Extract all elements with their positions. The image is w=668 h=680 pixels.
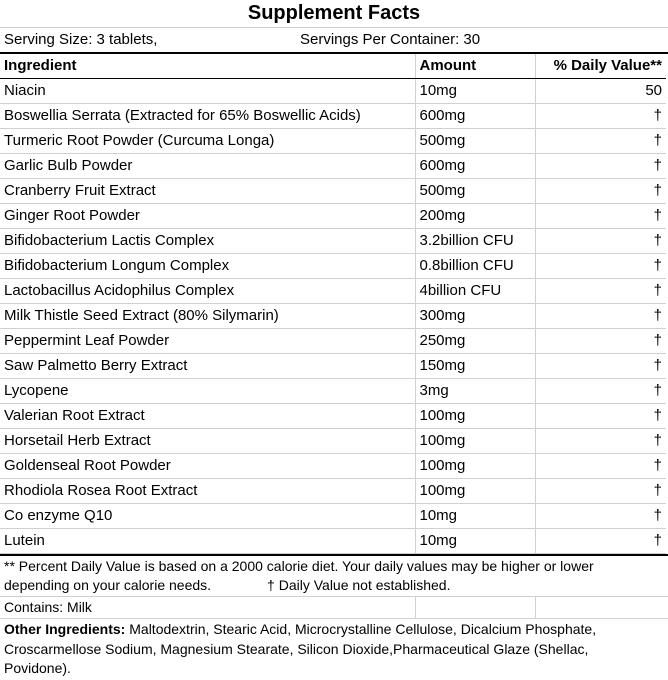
table-row: [0, 229, 666, 254]
ingredient-cell: Co enzyme Q10: [0, 504, 415, 529]
contains-row: [0, 597, 668, 618]
ingredient-cell: Bifidobacterium Lactis Complex: [0, 229, 415, 254]
ingredient-cell: Rhodiola Rosea Root Extract: [0, 479, 415, 504]
table-row: [0, 179, 666, 204]
ingredient-cell: Turmeric Root Powder (Curcuma Longa): [0, 129, 415, 154]
table-row: [0, 404, 666, 429]
amount-cell: 200mg: [415, 204, 535, 229]
amount-cell: 3mg: [415, 379, 535, 404]
ingredient-cell: Boswellia Serrata (Extracted for 65% Boswellic Acids): [0, 104, 415, 129]
amount-cell: 100mg: [415, 404, 535, 429]
table-row: [0, 429, 666, 454]
ingredient-cell: Saw Palmetto Berry Extract: [0, 354, 415, 379]
header-ingredient: Ingredient: [0, 54, 415, 79]
amount-cell: 600mg: [415, 154, 535, 179]
amount-cell: 100mg: [415, 479, 535, 504]
table-row: [0, 479, 666, 504]
amount-cell: 3.2billion CFU: [415, 229, 535, 254]
table-row: [0, 279, 666, 304]
daily-value-cell: †: [535, 479, 666, 504]
ingredient-cell: Peppermint Leaf Powder: [0, 329, 415, 354]
daily-value-cell: †: [535, 204, 666, 229]
contains-text: Contains: Milk: [4, 599, 92, 615]
other-ingredients-label: Other Ingredients:: [4, 621, 126, 637]
daily-value-cell: †: [535, 304, 666, 329]
amount-cell: 0.8billion CFU: [415, 254, 535, 279]
amount-cell: 150mg: [415, 354, 535, 379]
page-title: Supplement Facts: [247, 2, 421, 24]
ingredient-cell: Niacin: [0, 79, 415, 104]
table-row: [0, 504, 666, 529]
table-bottom-rule: [0, 554, 668, 556]
ingredient-cell: Garlic Bulb Powder: [0, 154, 415, 179]
table-row: [0, 529, 666, 554]
daily-value-cell: †: [535, 529, 666, 554]
dagger-note: † Daily Value not established.: [267, 577, 451, 593]
table-row: [0, 379, 666, 404]
header-daily-value: % Daily Value**: [535, 54, 666, 79]
table-row: [0, 129, 666, 154]
column-divider: [535, 597, 536, 618]
divider: [0, 618, 668, 619]
daily-value-cell: †: [535, 104, 666, 129]
daily-value-cell: †: [535, 354, 666, 379]
table-row: [0, 104, 666, 129]
daily-value-cell: †: [535, 129, 666, 154]
serving-info: [0, 28, 668, 52]
daily-value-cell: †: [535, 229, 666, 254]
daily-value-cell: †: [535, 454, 666, 479]
daily-value-cell: †: [535, 379, 666, 404]
ingredient-cell: Lutein: [0, 529, 415, 554]
ingredient-cell: Valerian Root Extract: [0, 404, 415, 429]
amount-cell: 500mg: [415, 129, 535, 154]
serving-size: Serving Size: 3 tablets,: [4, 31, 158, 48]
table-header-row: [0, 54, 666, 79]
ingredient-cell: Lactobacillus Acidophilus Complex: [0, 279, 415, 304]
ingredient-cell: Lycopene: [0, 379, 415, 404]
amount-cell: 100mg: [415, 429, 535, 454]
table-row: [0, 254, 666, 279]
table-row: [0, 154, 666, 179]
table-row: [0, 454, 666, 479]
daily-value-cell: 50: [535, 79, 666, 104]
supplement-facts-table: [0, 54, 666, 554]
daily-value-cell: †: [535, 279, 666, 304]
other-ingredients-text: Maltodextrin, Stearic Acid, Microcrystalline Cellulose, Dicalcium Phosphate, Croscarmellose Sodium, Magnesium Stearate, Silicon Dioxide,Pharmaceutical Glaze (Shellac, Povidone).: [4, 621, 597, 676]
percent-daily-value-note: ** Percent Daily Value is based on a 2000 calorie diet. Your daily values may be higher or lower depending on your calorie needs.: [4, 558, 594, 593]
daily-value-cell: †: [535, 154, 666, 179]
column-divider: [415, 597, 416, 618]
daily-value-cell: †: [535, 329, 666, 354]
ingredient-cell: Goldenseal Root Powder: [0, 454, 415, 479]
amount-cell: 10mg: [415, 504, 535, 529]
daily-value-cell: †: [535, 179, 666, 204]
amount-cell: 600mg: [415, 104, 535, 129]
ingredient-cell: Milk Thistle Seed Extract (80% Silymarin): [0, 304, 415, 329]
daily-value-cell: †: [535, 404, 666, 429]
ingredient-cell: Horsetail Herb Extract: [0, 429, 415, 454]
amount-cell: 4billion CFU: [415, 279, 535, 304]
ingredient-cell: Ginger Root Powder: [0, 204, 415, 229]
daily-value-cell: †: [535, 504, 666, 529]
amount-cell: 10mg: [415, 79, 535, 104]
amount-cell: 300mg: [415, 304, 535, 329]
footnote: [4, 557, 644, 595]
amount-cell: 500mg: [415, 179, 535, 204]
table-row: [0, 204, 666, 229]
ingredient-cell: Cranberry Fruit Extract: [0, 179, 415, 204]
table-row: [0, 79, 666, 104]
table-row: [0, 329, 666, 354]
other-ingredients: [4, 620, 644, 679]
daily-value-cell: †: [535, 429, 666, 454]
amount-cell: 250mg: [415, 329, 535, 354]
table-row: [0, 354, 666, 379]
servings-per-container: Servings Per Container: 30: [300, 31, 481, 48]
header-amount: Amount: [415, 54, 535, 79]
table-row: [0, 304, 666, 329]
amount-cell: 10mg: [415, 529, 535, 554]
daily-value-cell: †: [535, 254, 666, 279]
ingredient-cell: Bifidobacterium Longum Complex: [0, 254, 415, 279]
amount-cell: 100mg: [415, 454, 535, 479]
